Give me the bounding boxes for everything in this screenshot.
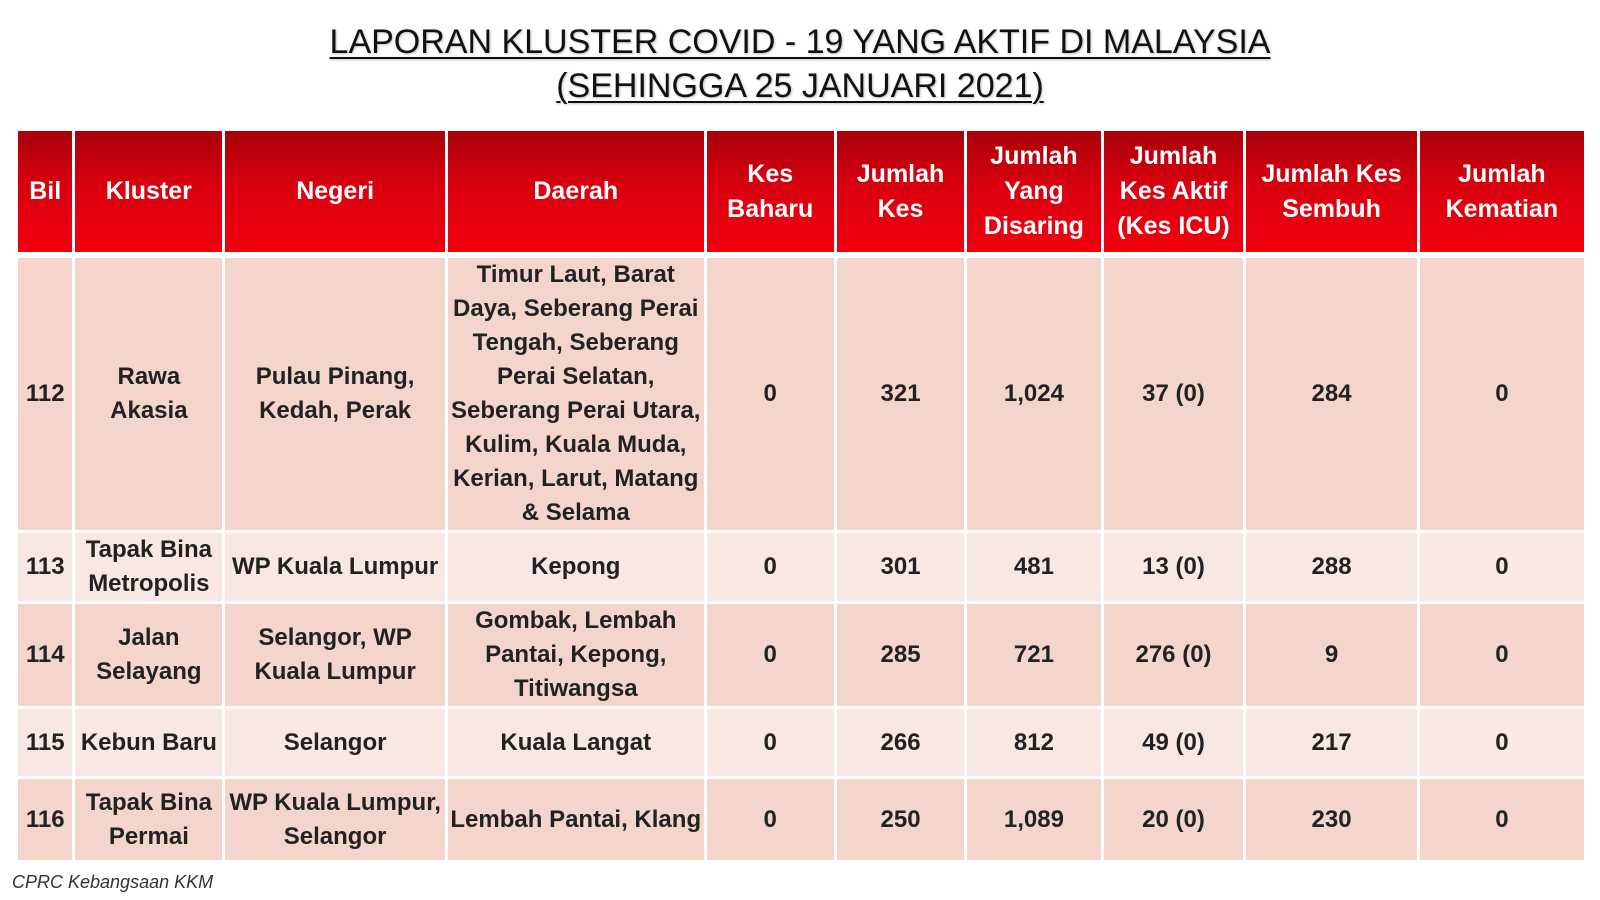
cell-daerah: Lembah Pantai, Klang <box>448 779 707 863</box>
cell-kluster: Jalan Selayang <box>75 604 225 709</box>
header-bil: Bil <box>18 131 75 258</box>
table-row <box>18 258 1584 533</box>
header-jumlah-kes-aktif: Jumlah Kes Aktif (Kes ICU) <box>1104 131 1247 258</box>
cell-negeri: Pulau Pinang, Kedah, Perak <box>225 258 448 533</box>
cell-jumlah-disaring: 812 <box>967 709 1103 779</box>
header-jumlah-kematian: Jumlah Kematian <box>1420 131 1584 258</box>
cell-bil: 115 <box>18 709 75 779</box>
cell-bil: 112 <box>18 258 75 533</box>
cell-kes-baharu: 0 <box>707 533 837 604</box>
cell-jumlah-kematian: 0 <box>1420 779 1584 863</box>
report-title-line2: (SEHINGGA 25 JANUARI 2021) <box>556 67 1044 105</box>
cell-bil: 116 <box>18 779 75 863</box>
source-note: CPRC Kebangsaan KKM <box>12 872 214 892</box>
cell-negeri: Selangor, WP Kuala Lumpur <box>225 604 448 709</box>
cell-jumlah-disaring: 1,089 <box>967 779 1103 863</box>
cell-kluster: Tapak Bina Metropolis <box>75 533 225 604</box>
header-daerah: Daerah <box>448 131 707 258</box>
cell-jumlah-kes-aktif: 13 (0) <box>1104 533 1247 604</box>
cell-kes-baharu: 0 <box>707 709 837 779</box>
header-jumlah-kes-sembuh: Jumlah Kes Sembuh <box>1246 131 1419 258</box>
cell-daerah: Kepong <box>448 533 707 604</box>
table-row <box>18 604 1584 709</box>
cell-daerah: Timur Laut, Barat Daya, Seberang Perai Tengah, Seberang Perai Selatan, Seberang Perai Utara, Kulim, Kuala Muda, Kerian, Larut, Matang & Selama <box>448 258 707 533</box>
cell-jumlah-kes-sembuh: 9 <box>1246 604 1419 709</box>
table-header-row <box>18 131 1584 258</box>
cell-jumlah-kes-sembuh: 230 <box>1246 779 1419 863</box>
cell-negeri: Selangor <box>225 709 448 779</box>
cell-daerah: Kuala Langat <box>448 709 707 779</box>
cell-jumlah-disaring: 481 <box>967 533 1103 604</box>
cell-kes-baharu: 0 <box>707 604 837 709</box>
cell-negeri: WP Kuala Lumpur <box>225 533 448 604</box>
cell-jumlah-kes-aktif: 37 (0) <box>1104 258 1247 533</box>
cell-daerah: Gombak, Lembah Pantai, Kepong, Titiwangsa <box>448 604 707 709</box>
cell-jumlah-kematian: 0 <box>1420 533 1584 604</box>
report-title-line1: LAPORAN KLUSTER COVID - 19 YANG AKTIF DI MALAYSIA <box>329 23 1271 61</box>
cell-kluster: Kebun Baru <box>75 709 225 779</box>
cell-jumlah-kes: 250 <box>837 779 967 863</box>
header-negeri: Negeri <box>225 131 448 258</box>
cell-jumlah-kes: 285 <box>837 604 967 709</box>
header-jumlah-disaring: Jumlah Yang Disaring <box>967 131 1103 258</box>
table-row <box>18 779 1584 863</box>
cell-kluster: Tapak Bina Permai <box>75 779 225 863</box>
cell-jumlah-kes: 321 <box>837 258 967 533</box>
cell-jumlah-disaring: 721 <box>967 604 1103 709</box>
cell-jumlah-kes: 301 <box>837 533 967 604</box>
cell-bil: 113 <box>18 533 75 604</box>
cell-kes-baharu: 0 <box>707 258 837 533</box>
cell-jumlah-kes-sembuh: 288 <box>1246 533 1419 604</box>
header-kes-baharu: Kes Baharu <box>707 131 837 258</box>
cell-kes-baharu: 0 <box>707 779 837 863</box>
header-jumlah-kes: Jumlah Kes <box>837 131 967 258</box>
cell-jumlah-kes-sembuh: 284 <box>1246 258 1419 533</box>
header-kluster: Kluster <box>75 131 225 258</box>
cell-jumlah-kematian: 0 <box>1420 258 1584 533</box>
cell-jumlah-kes-sembuh: 217 <box>1246 709 1419 779</box>
cell-kluster: Rawa Akasia <box>75 258 225 533</box>
table-row <box>18 533 1584 604</box>
cell-jumlah-disaring: 1,024 <box>967 258 1103 533</box>
report-title <box>0 20 1600 108</box>
cell-bil: 114 <box>18 604 75 709</box>
cell-jumlah-kematian: 0 <box>1420 709 1584 779</box>
cell-jumlah-kes: 266 <box>837 709 967 779</box>
table-row <box>18 709 1584 779</box>
cluster-table <box>18 131 1584 863</box>
cell-jumlah-kes-aktif: 20 (0) <box>1104 779 1247 863</box>
cell-jumlah-kematian: 0 <box>1420 604 1584 709</box>
cell-jumlah-kes-aktif: 49 (0) <box>1104 709 1247 779</box>
cell-jumlah-kes-aktif: 276 (0) <box>1104 604 1247 709</box>
cell-negeri: WP Kuala Lumpur, Selangor <box>225 779 448 863</box>
